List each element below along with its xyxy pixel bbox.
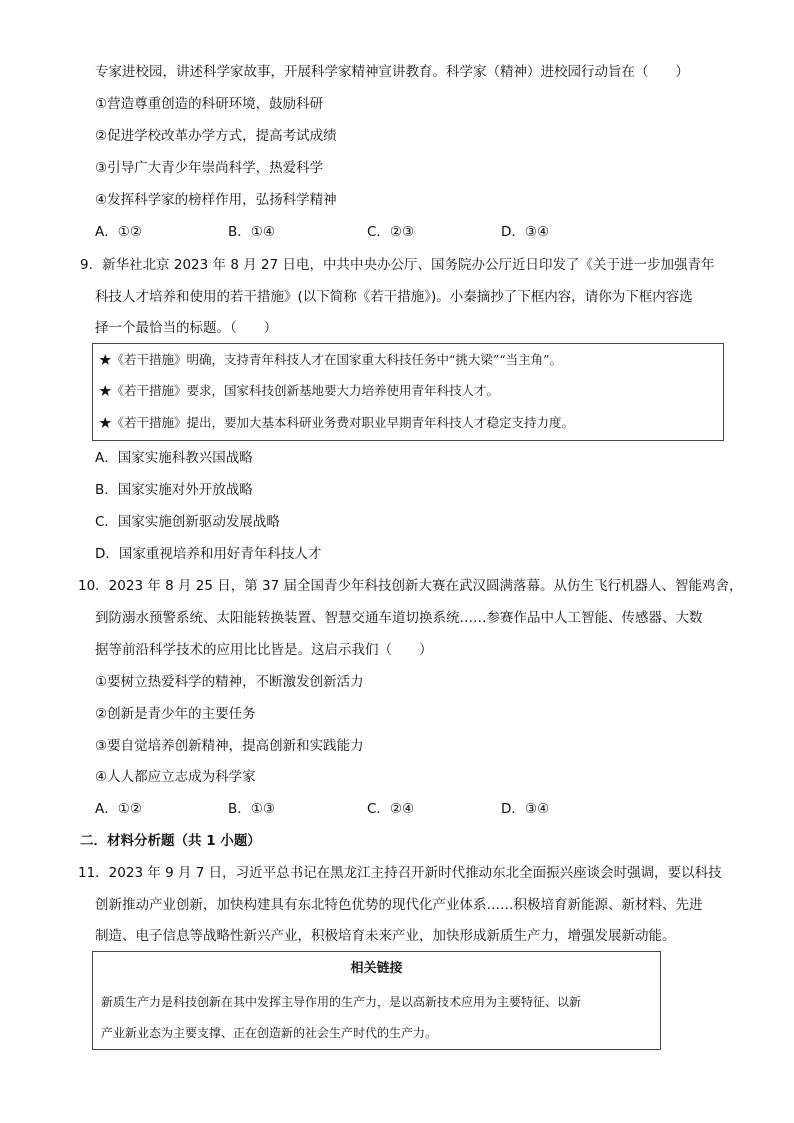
q8-item-3: ③引导广大青少年崇尚科学，热爱科学 — [95, 160, 324, 176]
q11-stem-line-2: 创新推动产业创新，加快构建具有东北特色优势的现代化产业体系……积极培育新能源、新材料、先进 — [95, 897, 703, 913]
q10-item-2: ②创新是青少年的主要任务 — [95, 706, 256, 722]
q9-option-c[interactable]: C．国家实施创新驱动发展战略 — [95, 514, 280, 530]
q8-item-1: ①营造尊重创造的科研环境，鼓励科研 — [95, 96, 324, 112]
q8-option-c[interactable]: C．②③ — [367, 224, 415, 240]
q10-item-3: ③要自觉培养创新精神，提高创新和实践能力 — [95, 738, 364, 754]
q10-stem-line-3: 据等前沿科学技术的应用比比皆是。这启示我们（ ） — [95, 642, 433, 658]
q10-options — [95, 799, 695, 819]
q11-related-link-box — [92, 951, 661, 1050]
q10-item-1: ①要树立热爱科学的精神，不断激发创新活力 — [95, 674, 364, 690]
q10-option-b[interactable]: B．①③ — [228, 801, 275, 817]
q9-box-line-2: ★《若干措施》要求，国家科技创新基地要大力培养使用青年科技人才。 — [99, 383, 500, 398]
q8-options — [95, 222, 695, 242]
q8-option-d[interactable]: D．③④ — [501, 224, 550, 240]
q10-option-c[interactable]: C．②④ — [367, 801, 415, 817]
q10-option-a[interactable]: A．①② — [95, 801, 142, 817]
q9-excerpt-box — [92, 343, 724, 441]
q8-option-b[interactable]: B．①④ — [228, 224, 275, 240]
q8-option-a[interactable]: A．①② — [95, 224, 142, 240]
q9-box-line-3: ★《若干措施》提出，要加大基本科研业务费对职业早期青年科技人才稳定支持力度。 — [99, 415, 575, 430]
q9-box-line-1: ★《若干措施》明确，支持青年科技人才在国家重大科技任务中“挑大梁”“当主角”。 — [99, 352, 563, 367]
q9-stem-line-3: 择一个最恰当的标题。（ ） — [95, 320, 278, 336]
q11-stem-line-1: 11．2023 年 9 月 7 日，习近平总书记在黑龙江主持召开新时代推动东北全面振兴座谈会时强调，要以科技 — [78, 865, 722, 881]
q9-option-b[interactable]: B．国家实施对外开放战略 — [95, 482, 253, 498]
q9-stem-line-2: 科技人才培养和使用的若干措施》(以下简称《若干措施》)。小秦摘抄了下框内容，请你为下框内容选 — [95, 289, 693, 305]
q10-stem-line-1: 10．2023 年 8 月 25 日，第 37 届全国青少年科技创新大赛在武汉圆满落幕。从仿生飞行机器人、智能鸡舍， — [78, 578, 743, 594]
q9-option-a[interactable]: A．国家实施科教兴国战略 — [95, 450, 253, 466]
q10-item-4: ④人人都应立志成为科学家 — [95, 769, 256, 785]
q8-stem: 专家进校园，讲述科学家故事，开展科学家精神宣讲教育。科学家（精神）进校园行动旨在（ ） — [95, 64, 689, 80]
q11-stem-line-3: 制造、电子信息等战略性新兴产业，积极培育未来产业，加快形成新质生产力，增强发展新动能。 — [95, 928, 676, 944]
q11-box-title: 相关链接 — [350, 961, 403, 976]
q11-box-line-1: 新质生产力是科技创新在其中发挥主导作用的生产力，是以高新技术应用为主要特征、以新 — [101, 995, 582, 1009]
q8-item-4: ④发挥科学家的榜样作用，弘扬科学精神 — [95, 192, 337, 208]
q10-option-d[interactable]: D．③④ — [501, 801, 550, 817]
q9-stem-line-1: 9．新华社北京 2023 年 8 月 27 日电，中共中央办公厅、国务院办公厅近日印发了《关于进一步加强青年 — [80, 257, 715, 273]
q11-box-line-2: 产业新业态为主要支撑、正在创造新的社会生产时代的生产力。 — [101, 1026, 438, 1040]
q9-option-d[interactable]: D．国家重视培养和用好青年科技人才 — [95, 546, 322, 562]
section-2-heading: 二．材料分析题（共 1 小题） — [80, 833, 261, 849]
q10-stem-line-2: 到防溺水预警系统、太阳能转换装置、智慧交通车道切换系统……参赛作品中人工智能、传感器、大数 — [95, 610, 703, 626]
q8-item-2: ②促进学校改革办学方式，提高考试成绩 — [95, 128, 337, 144]
